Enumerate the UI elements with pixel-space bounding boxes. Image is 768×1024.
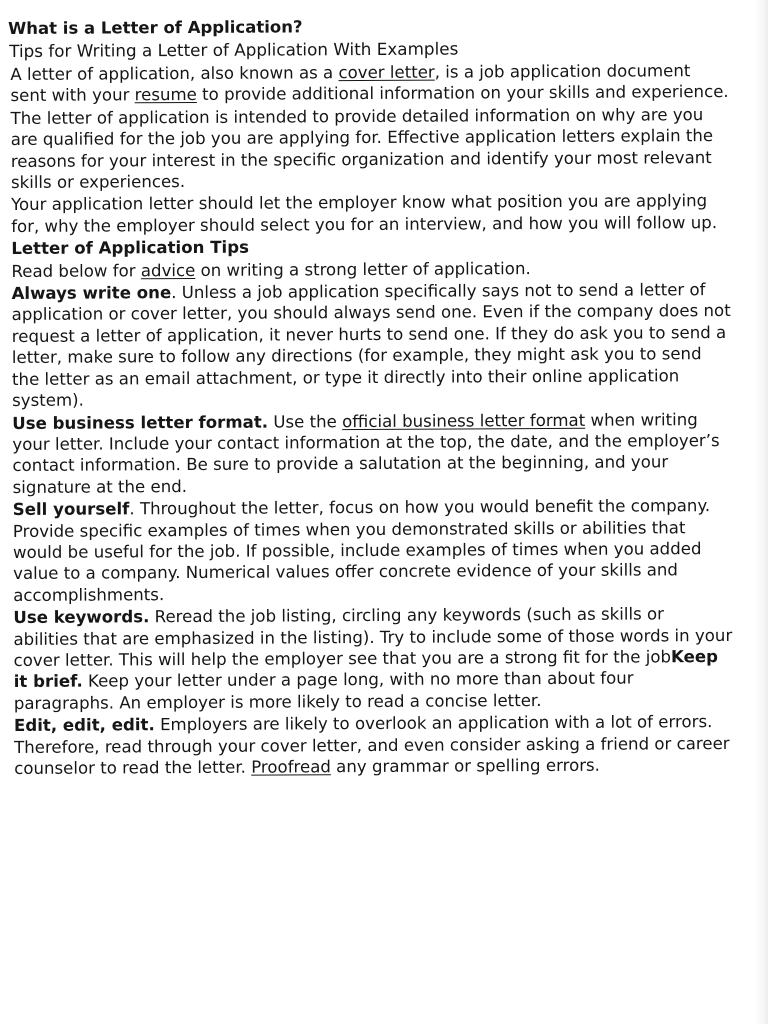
bold-text: Sell yourself	[12, 499, 130, 520]
paragraph	[13, 495, 734, 606]
paragraph	[11, 234, 731, 259]
paragraph-text: to provide additional information on your skills and experience.	[196, 82, 729, 105]
paragraph-text: . Unless a job application specifically says not to send a letter of application or cover letter, you should always send one. Even if the company does not request a letter of application, it never hurts to send one. If they do ask you to send a letter, make sure to follow any directions (for example, they might ask you to send the letter as an email attachment, or type it directly into their online application system).	[11, 280, 731, 411]
document-subtitle: Tips for Writing a Letter of Application With Examples	[9, 38, 459, 61]
inline-link[interactable]: resume	[134, 85, 197, 105]
inline-link[interactable]: official business letter format	[342, 410, 586, 431]
paragraph-text: any grammar or spelling errors.	[330, 755, 600, 777]
document-body	[8, 60, 734, 779]
paragraph	[14, 711, 734, 779]
document-title: What is a Letter of Application?	[8, 17, 303, 38]
paragraph-text: . Throughout the letter, focus on how you would benefit the company. Provide specific examples of times when you demonstrated skills or abilities that would be useful for the job. If possible, include examples of times when you added value to a company. Numerical values offer concrete evidence of your skills and accomplishments.	[12, 496, 711, 605]
bold-text: Use keywords.	[13, 607, 150, 628]
paragraph-text: Keep your letter under a page long, with no more than about four paragraphs. An employer is more likely to read a concise letter.	[13, 668, 634, 713]
paragraph	[12, 408, 732, 498]
bold-text: Edit, edit, edit.	[13, 715, 155, 736]
bold-text: Letter of Application Tips	[11, 237, 250, 259]
paragraph-text: A letter of application, also known as a	[10, 63, 339, 84]
paragraph-text: Your application letter should let the employer know what position you are applying for, why the employer should select you for an interview, and how you will follow up.	[10, 191, 718, 236]
paragraph	[11, 104, 731, 194]
paragraph-text: , is a job application document sent with your	[10, 61, 691, 106]
document-page	[8, 14, 734, 780]
paragraph-text: on writing a strong letter of application.	[195, 258, 531, 280]
paragraph	[11, 190, 731, 237]
paragraph-text: Employers are likely to overlook an application with a lot of errors. Therefore, read through your cover letter, and even consider asking a friend or career counselor to read the letter.	[14, 712, 730, 778]
inline-link[interactable]: cover letter	[338, 62, 435, 83]
scan-shadow	[754, 0, 768, 1024]
paragraph-text: Read below for	[11, 260, 141, 281]
paragraph	[13, 603, 734, 714]
paragraph-text: The letter of application is intended to provide detailed information on why are you are qualified for the job you are applying for. Effective application letters explain the reasons for your interest in the specific organization and identify your most relevant skills or experiences.	[10, 104, 714, 193]
paragraph-text: when writing your letter. Include your contact information at the top, the date, and the employer’s contact information. Be sure to provide a salutation at the beginning, and your signature at the end.	[12, 409, 720, 497]
paragraph-text: Reread the job listing, circling any keywords (such as skills or abilities that are emphasized in the listing). Try to include some of those words in your cover letter. This will help the employer see that you are a strong fit for the job	[13, 604, 733, 670]
paragraph-text: Use the	[268, 411, 343, 432]
paragraph	[10, 60, 730, 107]
inline-link[interactable]: Proofread	[251, 757, 331, 777]
paragraph	[11, 257, 731, 282]
bold-text: Use business letter format.	[12, 412, 269, 433]
bold-text: Keep it brief.	[13, 647, 719, 692]
inline-link[interactable]: advice	[140, 260, 196, 280]
bold-text: Always write one	[11, 283, 172, 304]
paragraph	[11, 279, 732, 411]
